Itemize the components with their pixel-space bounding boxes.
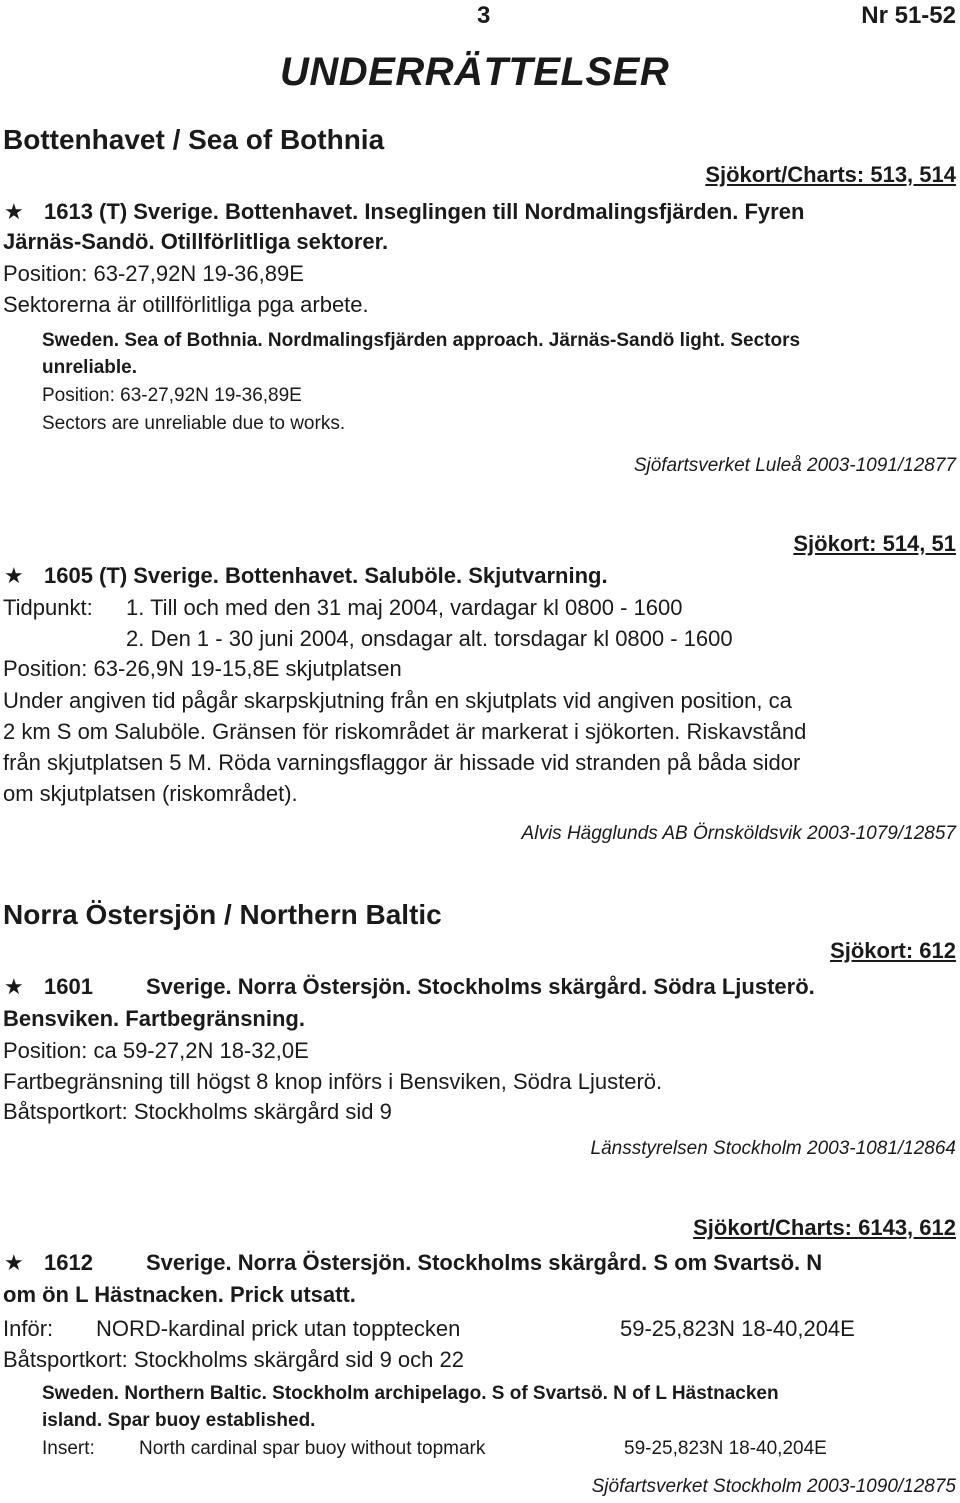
notice-number: 1612 <box>44 1250 93 1275</box>
notice-text-en: Sectors are unreliable due to works. <box>42 413 346 434</box>
notice-heading-cont: Järnäs-Sandö. Otillförlitliga sektorer. <box>3 229 389 254</box>
chart-reference: Sjökort/Charts: 513, 514 <box>705 162 956 187</box>
notice-heading <box>4 199 804 225</box>
chart-reference: Sjökort/Charts: 6143, 612 <box>693 1215 956 1240</box>
notice-heading <box>4 563 608 589</box>
notice-source: Sjöfartsverket Stockholm 2003-1090/12875 <box>591 1476 956 1497</box>
notice-heading-cont: Bensviken. Fartbegränsning. <box>3 1006 305 1031</box>
notice-source: Länsstyrelsen Stockholm 2003-1081/12864 <box>590 1138 956 1159</box>
issue-number: Nr 51-52 <box>861 2 956 29</box>
star-icon: ★ <box>4 199 24 224</box>
notice-heading-en: Sweden. Northern Baltic. Stockholm archipelago. S of Svartsö. N of L Hästnacken <box>42 1383 779 1404</box>
notice-text: 2 km S om Saluböle. Gränsen för riskområdet är markerat i sjökorten. Riskavstånd <box>3 719 807 744</box>
notice-heading <box>4 1250 822 1276</box>
notice-insert-position-en: 59-25,823N 18-40,204E <box>624 1438 827 1459</box>
star-icon: ★ <box>4 1250 24 1275</box>
notice-heading-text: 1605 (T) Sverige. Bottenhavet. Saluböle. Skjutvarning. <box>44 563 608 588</box>
section-title-bothnia: Bottenhavet / Sea of Bothnia <box>3 124 385 155</box>
notice-text: Sektorerna är otillförlitliga pga arbete. <box>3 292 369 317</box>
chart-reference: Sjökort: 612 <box>830 938 956 963</box>
notice-text: om skjutplatsen (riskområdet). <box>3 781 298 806</box>
notice-heading <box>4 974 815 1000</box>
notice-insert-text-en: North cardinal spar buoy without topmark <box>139 1438 486 1459</box>
notice-source: Sjöfartsverket Luleå 2003-1091/12877 <box>633 455 956 476</box>
notice-source: Alvis Hägglunds AB Örnsköldsvik 2003-1079/12857 <box>521 823 956 844</box>
notice-time-label: Tidpunkt: <box>3 595 93 620</box>
notice-number: 1601 <box>44 974 93 999</box>
notice-insert-label: Inför: <box>3 1316 54 1341</box>
notice-heading-text: Sverige. Norra Östersjön. Stockholms skärgård. S om Svartsö. N <box>146 1250 823 1275</box>
notice-text: Under angiven tid pågår skarpskjutning från en skjutplats vid angiven position, ca <box>3 688 792 713</box>
notice-insert-position: 59-25,823N 18-40,204E <box>620 1316 855 1341</box>
notice-insert-label-en: Insert: <box>42 1438 95 1459</box>
notice-text: Fartbegränsning till högst 8 knop införs i Bensviken, Södra Ljusterö. <box>3 1069 663 1094</box>
page-title: UNDERRÄTTELSER <box>280 50 670 94</box>
notice-time-1: 1. Till och med den 31 maj 2004, vardagar kl 0800 - 1600 <box>126 595 683 620</box>
section-title-northern-baltic: Norra Östersjön / Northern Baltic <box>3 899 442 930</box>
notice-heading-text: 1613 (T) Sverige. Bottenhavet. Inseglingen till Nordmalingsfjärden. Fyren <box>44 199 805 224</box>
notice-insert-text: NORD-kardinal prick utan topptecken <box>96 1316 461 1341</box>
notice-text: från skjutplatsen 5 M. Röda varningsflaggor är hissade vid stranden på båda sidor <box>3 750 801 775</box>
notice-heading-en-cont: island. Spar buoy established. <box>42 1410 316 1431</box>
star-icon: ★ <box>4 563 24 588</box>
notice-heading-cont: om ön L Hästnacken. Prick utsatt. <box>3 1282 356 1307</box>
notice-heading-en-cont: unreliable. <box>42 357 138 378</box>
notice-position: Position: ca 59-27,2N 18-32,0E <box>3 1038 309 1063</box>
notice-time-2: 2. Den 1 - 30 juni 2004, onsdagar alt. torsdagar kl 0800 - 1600 <box>126 626 733 651</box>
notice-heading-en: Sweden. Sea of Bothnia. Nordmalingsfjärden approach. Järnäs-Sandö light. Sectors <box>42 330 801 351</box>
notice-boat-chart: Båtsportkort: Stockholms skärgård sid 9 och 22 <box>3 1347 464 1372</box>
notice-position: Position: 63-27,92N 19-36,89E <box>3 261 304 286</box>
notice-position-en: Position: 63-27,92N 19-36,89E <box>42 385 302 406</box>
chart-reference: Sjökort: 514, 51 <box>793 531 956 556</box>
notice-position: Position: 63-26,9N 19-15,8E skjutplatsen <box>3 656 402 681</box>
notice-boat-chart: Båtsportkort: Stockholms skärgård sid 9 <box>3 1099 392 1124</box>
page-number: 3 <box>477 2 491 29</box>
notice-heading-text: Sverige. Norra Östersjön. Stockholms skärgård. Södra Ljusterö. <box>146 974 815 999</box>
star-icon: ★ <box>4 974 24 999</box>
